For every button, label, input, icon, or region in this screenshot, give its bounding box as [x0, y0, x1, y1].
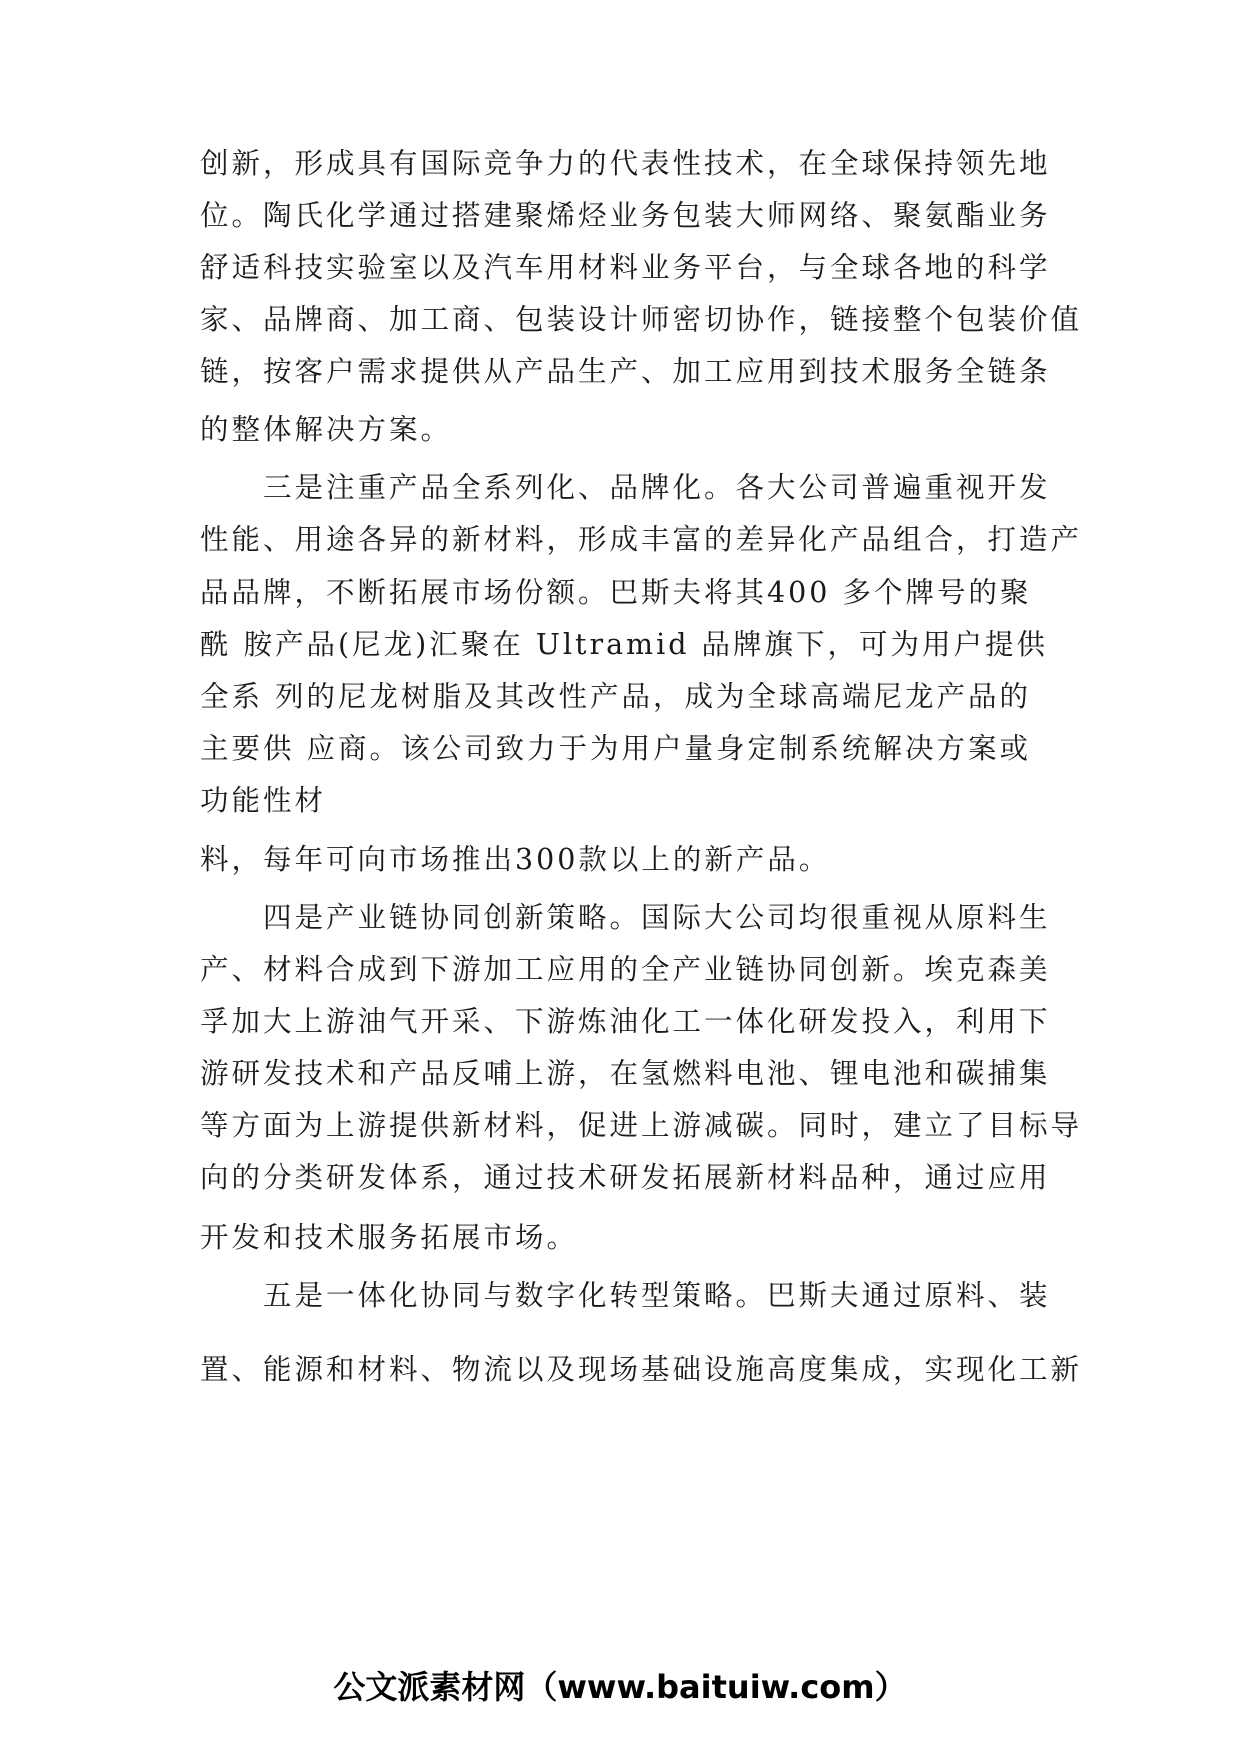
text-line: 五是一体化协同与数字化转型策略。巴斯夫通过原料、装: [200, 1279, 1051, 1312]
text-line: 创新，形成具有国际竞争力的代表性技术，在全球保持领先地: [200, 147, 1051, 180]
text-line: 主要供 应商。该公司致力于为用户量身定制系统解决方案或: [200, 732, 1032, 765]
text-line: 品品牌，不断拓展市场份额。巴斯夫将其400 多个牌号的聚: [200, 576, 1032, 609]
text-line: 三是注重产品全系列化、品牌化。各大公司普遍重视开发: [200, 471, 1051, 504]
text-line: 家、品牌商、加工商、包装设计师密切协作，链接整个包装价值: [200, 303, 1083, 336]
text-line: 孚加大上游油气开采、下游炼油化工一体化研发投入，利用下: [200, 1005, 1051, 1038]
text-line: 全系 列的尼龙树脂及其改性产品，成为全球高端尼龙产品的: [200, 680, 1032, 713]
text-line: 开发和技术服务拓展市场。: [200, 1221, 579, 1254]
text-line: 等方面为上游提供新材料，促进上游减碳。同时，建立了目标导: [200, 1109, 1083, 1142]
text-line: 的整体解决方案。: [200, 413, 453, 446]
text-line: 料，每年可向市场推出300款以上的新产品。: [200, 843, 831, 876]
text-line: 置、能源和材料、物流以及现场基础设施高度集成，实现化工新: [200, 1353, 1083, 1386]
text-line: 酰 胺产品(尼龙)汇聚在 Ultramid 品牌旗下，可为用户提供: [200, 628, 1049, 661]
page-footer: 公文派素材网（www.baituiw.com）: [333, 1668, 907, 1706]
text-line: 四是产业链协同创新策略。国际大公司均很重视从原料生: [200, 901, 1051, 934]
text-line: 位。陶氏化学通过搭建聚烯烃业务包装大师网络、聚氨酯业务: [200, 199, 1051, 232]
text-line: 链，按客户需求提供从产品生产、加工应用到技术服务全链条: [200, 355, 1051, 388]
text-line: 游研发技术和产品反哺上游，在氢燃料电池、锂电池和碳捕集: [200, 1057, 1051, 1090]
text-line: 舒适科技实验室以及汽车用材料业务平台，与全球各地的科学: [200, 251, 1051, 284]
text-line: 功能性材: [200, 784, 327, 817]
text-line: 向的分类研发体系，通过技术研发拓展新材料品种，通过应用: [200, 1161, 1051, 1194]
text-line: 性能、用途各异的新材料，形成丰富的差异化产品组合，打造产: [200, 523, 1083, 556]
text-line: 产、材料合成到下游加工应用的全产业链协同创新。埃克森美: [200, 953, 1051, 986]
